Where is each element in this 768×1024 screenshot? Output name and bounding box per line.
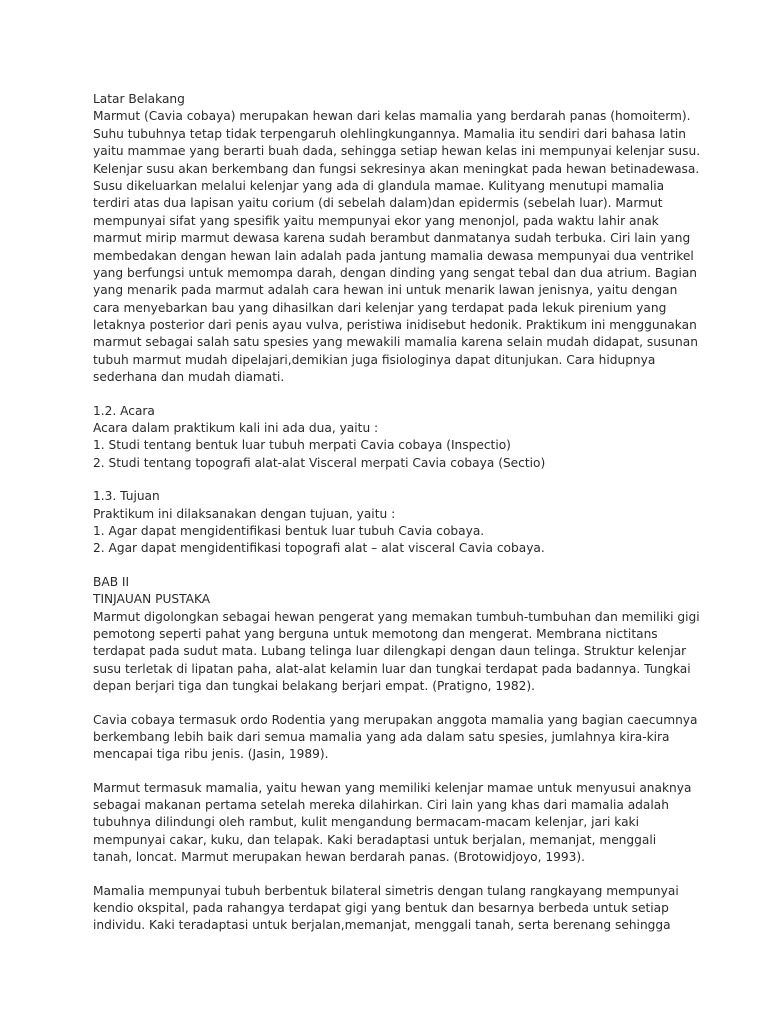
- paragraph-bab-ii: [93, 574, 700, 696]
- text-line: Latar Belakang: [93, 92, 185, 106]
- paragraph-gap: [93, 696, 683, 712]
- text-line: Marmut termasuk mamalia, yaitu hewan yang memiliki kelenjar mamae untuk menyusui anaknya: [93, 780, 692, 795]
- paragraph-gap: [93, 558, 683, 574]
- paragraph-acara: [93, 403, 683, 473]
- text-line: 1.2. Acara: [93, 403, 155, 418]
- text-line: terdiri atas dua lapisan yaitu corium (di sebelah dalam)dan epidermis (sebelah luar). Marmut: [93, 196, 663, 211]
- text-line: mencapai tiga ribu jenis. (Jasin, 1989).: [93, 747, 329, 762]
- text-line: marmut sebagai salah satu spesies yang mewakili mamalia karena selain mudah didapat, susunan: [93, 335, 698, 350]
- text-line: TINJAUAN PUSTAKA: [93, 592, 211, 607]
- paragraph-gap: [93, 472, 683, 488]
- text-line: BAB II: [93, 574, 130, 589]
- paragraph-tujuan: [93, 488, 683, 558]
- text-line: kendio okspital, pada rahangya terdapat gigi yang bentuk dan besarnya berbeda untuk setiap: [93, 901, 669, 916]
- paragraph-marmut-mamalia: [93, 780, 692, 867]
- document-body: [93, 91, 701, 935]
- text-line: Praktikum ini dilaksanakan dengan tujuan, yaitu :: [93, 506, 396, 521]
- text-line: 1. Studi tentang bentuk luar tubuh merpati Cavia cobaya (Inspectio): [93, 438, 511, 453]
- text-line: marmut mirip marmut dewasa karena sudah berambut danmatanya sudah terbuka. Ciri lain yang: [93, 231, 691, 246]
- paragraph-mamalia-tubuh: [93, 883, 683, 935]
- text-line: Kelenjar susu akan berkembang dan fungsi sekresinya akan meningkat pada hewan betinadewasa.: [93, 161, 700, 176]
- text-line: letaknya posterior dari penis ayau vulva, peristiwa inidisebut hedonik. Praktikum ini menggunakan: [93, 318, 697, 333]
- paragraph-latar-belakang: [93, 91, 701, 387]
- text-line: pemotong seperti pahat yang berguna untuk memotong dan mengerat. Membrana nictitans: [93, 626, 658, 641]
- text-line: susu terletak di lipatan paha, alat-alat kelamin luar dan tungkai terdapat pada badannya. Tungkai: [93, 661, 691, 676]
- text-line: Acara dalam praktikum kali ini ada dua, yaitu :: [93, 421, 379, 436]
- paragraph-gap: [93, 764, 683, 780]
- document-page: [93, 91, 701, 935]
- text-line: yaitu mammae yang berarti buah dada, sehingga setiap hewan kelas ini mempunyai kelenjar susu.: [93, 144, 701, 159]
- text-line: Suhu tubuhnya tetap tidak terpengaruh olehlingkungannya. Mamalia itu sendiri dari bahasa latin: [93, 126, 686, 141]
- text-line: tanah, loncat. Marmut merupakan hewan berdarah panas. (Brotowidjoyo, 1993).: [93, 850, 586, 865]
- text-line: Cavia cobaya termasuk ordo Rodentia yang merupakan anggota mamalia yang bagian caecumnya: [93, 712, 698, 727]
- text-line: mempunyai sifat yang spesifik yaitu mempunyai ekor yang menonjol, pada waktu lahir anak: [93, 213, 659, 228]
- text-line: yang berfungsi untuk memompa darah, dengan dinding yang sengat tebal dan dua atrium. Bagian: [93, 265, 698, 280]
- text-line: tubuhnya dilindungi oleh rambut, kulit mengandung bermacam-macam kelenjar, jari kaki: [93, 815, 639, 830]
- text-line: 1. Agar dapat mengidentifikasi bentuk luar tubuh Cavia cobaya.: [93, 523, 485, 538]
- text-line: Marmut (Cavia cobaya) merupakan hewan dari kelas mamalia yang berdarah panas (homoiterm).: [93, 109, 691, 124]
- text-line: 1.3. Tujuan: [93, 489, 160, 504]
- text-line: Marmut digolongkan sebagai hewan pengerat yang memakan tumbuh-tumbuhan dan memiliki gigi: [93, 609, 700, 624]
- paragraph-cavia-cobaya: [93, 712, 698, 764]
- text-line: Susu dikeluarkan melalui kelenjar yang ada di glandula mamae. Kulityang menutupi mamalia: [93, 178, 665, 193]
- text-line: yang menarik pada marmut adalah cara hewan ini untuk menarik lawan jenisnya, yaitu dengan: [93, 283, 678, 298]
- text-line: sederhana dan mudah diamati.: [93, 370, 285, 385]
- text-line: berkembang lebih baik dari semua mamalia yang ada dalam satu spesies, jumlahnya kira-kira: [93, 729, 670, 744]
- text-line: cara menyebarkan bau yang dihasilkan dari kelenjar yang terdapat pada lekuk pirenium yang: [93, 300, 667, 315]
- text-line: 2. Studi tentang topografi alat-alat Visceral merpati Cavia cobaya (Sectio): [93, 455, 546, 470]
- text-line: mempunyai cakar, kuku, dan telapak. Kaki beradaptasi untuk berjalan, memanjat, menggali: [93, 832, 657, 847]
- text-line: 2. Agar dapat mengidentifikasi topografi alat – alat visceral Cavia cobaya.: [93, 541, 545, 556]
- text-line: individu. Kaki teradaptasi untuk berjalan,memanjat, menggali tanah, serta berenang sehingga: [93, 918, 671, 933]
- text-line: depan berjari tiga dan tungkai belakang berjari empat. (Pratigno, 1982).: [93, 679, 536, 694]
- text-line: terdapat pada sudut mata. Lubang telinga luar dilengkapi dengan daun telinga. Struktur kelenjar: [93, 644, 687, 659]
- text-line: Mamalia mempunyai tubuh berbentuk bilateral simetris dengan tulang rangkayang mempunyai: [93, 883, 679, 898]
- text-line: sebagai makanan pertama setelah mereka dilahirkan. Ciri lain yang khas dari mamalia adalah: [93, 798, 669, 813]
- text-line: tubuh marmut mudah dipelajari,demikian juga fisiologinya dapat ditunjukan. Cara hidupnya: [93, 352, 656, 367]
- text-line: membedakan dengan hewan lain adalah pada jantung mamalia dewasa mempunyai dua ventrikel: [93, 248, 694, 263]
- paragraph-gap: [93, 867, 683, 883]
- paragraph-gap: [93, 387, 683, 403]
